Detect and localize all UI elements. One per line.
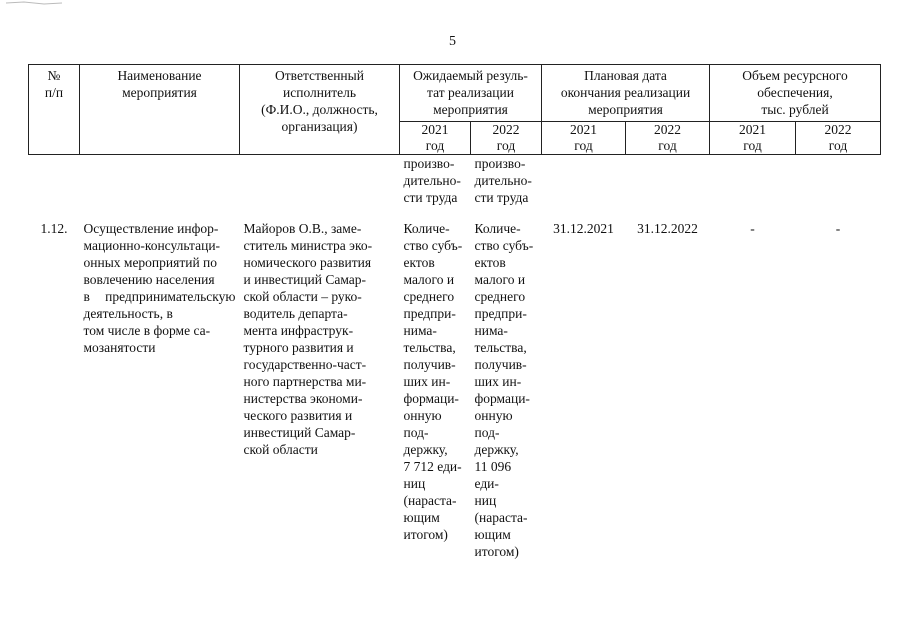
header-year-2021: 2021 год [542,122,626,155]
header-expected-result: Ожидаемый резуль- тат реализации мероприятия [400,65,542,122]
row-expected-2022: Количе- ство субъ- ектов малого и среднего предпри- нима- тельства, получив- ших ин- формаци- онную под- держку, 11 096 еди- ниц (нараста- ющим итогом) [474,221,534,559]
page-number: 5 [449,34,456,49]
row-date-2021: 31.12.2021 [553,221,614,236]
continuation-expected-2021: произво- дительно- сти труда [403,156,461,205]
header-name: Наименование мероприятия [80,65,240,155]
row-resource-2022: - [835,221,841,236]
header-resources: Объем ресурсного обеспечения, тыс. рублей [710,65,881,122]
header-year-2022: 2022 год [626,122,710,155]
header-row-main [29,65,881,122]
continuation-expected-2022: произво- дительно- сти труда [474,156,532,205]
row-resource-2021: - [750,221,755,236]
row-expected-2021: Количе- ство субъ- ектов малого и среднего предпри- нима- тельства, получив- ших ин- формаци- онную под- держку, 7 712 еди- ниц (нараста- ющим итогом) [403,221,463,542]
header-year-2021: 2021 год [400,122,471,155]
continuation-row [29,155,881,207]
row-date-2022: 31.12.2022 [637,221,698,236]
header-year-2022: 2022 год [796,122,881,155]
header-responsible: Ответственный исполнитель (Ф.И.О., должность, организация) [240,65,400,155]
header-planned-date: Плановая дата окончания реализации мероприятия [542,65,710,122]
header-number: № п/п [29,65,80,155]
header-year-2022: 2022 год [471,122,542,155]
row-number: 1.12. [40,221,68,236]
header-year-2021: 2021 год [710,122,796,155]
measures-table [28,64,881,560]
scan-artifact [4,0,64,6]
row-measure-name: Осуществление инфор- мационно-консультаци- онных мероприятий по вовлечению населения в предпринимательскую деятельность, в том числе в форме са- мозанятости [83,221,236,355]
table-row [29,206,881,560]
row-responsible: Майоров О.В., заме- ститель министра эко- номического развития и инвестиций Самар- ской области – руко- водитель департа- мента инфраструк- турного развития и государственно-част- ного партнерства ми- нистерства экономи- ческого развития и инвестиций Самар- ской области [243,221,373,457]
